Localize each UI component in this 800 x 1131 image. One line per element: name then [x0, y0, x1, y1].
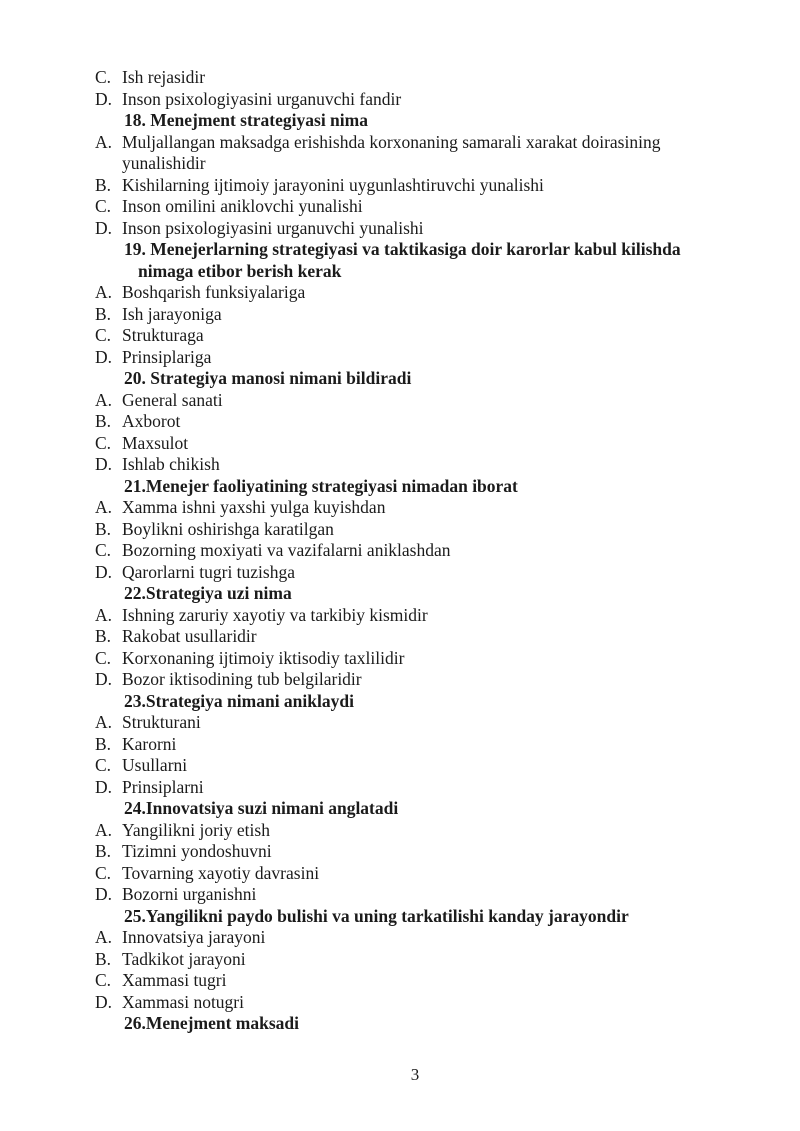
- option-letter: C.: [95, 325, 112, 345]
- question-title: 24.Innovatsiya suzi nimani anglatadi: [124, 798, 399, 818]
- answer-option: [95, 712, 735, 734]
- answer-option: [95, 734, 735, 756]
- option-letter: B.: [95, 733, 112, 754]
- option-text: Xamma ishni yaxshi yulga kuyishdan: [122, 497, 386, 517]
- option-letter: D.: [95, 346, 113, 367]
- option-text: Bozorni urganishni: [122, 884, 257, 904]
- option-letter: C.: [95, 755, 112, 775]
- option-letter: C.: [95, 970, 112, 990]
- option-letter: B.: [95, 518, 112, 539]
- option-text: Bozorning moxiyati va vazifalarni aniklashdan: [122, 540, 451, 560]
- option-letter: A.: [95, 131, 113, 152]
- answer-option: [95, 347, 735, 369]
- option-letter: C.: [95, 196, 112, 216]
- answer-option: [95, 562, 735, 584]
- option-text: Karorni: [122, 733, 177, 754]
- answer-option: [95, 282, 735, 304]
- option-letter: C.: [95, 432, 112, 453]
- question-title: 19. Menejerlarning strategiyasi va taktikasiga doir karorlar kabul kilishda nimaga etibor berish kerak: [124, 239, 681, 281]
- question-title: 20. Strategiya manosi nimani bildiradi: [124, 368, 412, 388]
- option-text: Tadkikot jarayoni: [122, 948, 246, 969]
- option-letter: D.: [95, 561, 113, 582]
- option-letter: D.: [95, 884, 113, 904]
- page-number: 3: [410, 1065, 420, 1084]
- answer-option: [95, 841, 735, 863]
- answer-option: [95, 196, 735, 218]
- option-letter: D.: [95, 776, 113, 797]
- option-text: Maxsulot: [122, 432, 189, 453]
- option-text: Kishilarning ijtimoiy jarayonini uygunlashtiruvchi yunalishi: [122, 174, 544, 195]
- answer-option: [95, 411, 735, 433]
- answer-option: [95, 325, 735, 347]
- option-letter: C.: [95, 67, 112, 87]
- option-text: Innovatsiya jarayoni: [122, 927, 266, 947]
- answer-option: [95, 884, 735, 906]
- quiz-content: [95, 67, 735, 1035]
- option-text: Muljallangan maksadga erishishda korxonaning samarali xarakat doirasining yunalishidir: [122, 131, 661, 173]
- option-letter: B.: [95, 948, 112, 969]
- option-text: Korxonaning ijtimoiy iktisodiy taxlilidir: [122, 647, 405, 668]
- option-text: Rakobat usullaridir: [122, 626, 257, 646]
- question-title: 18. Menejment strategiyasi nima: [124, 110, 368, 130]
- answer-option: [95, 89, 735, 111]
- answer-option: [95, 949, 735, 971]
- option-text: Ishning zaruriy xayotiy va tarkibiy kismidir: [122, 604, 428, 625]
- option-letter: B.: [95, 303, 112, 324]
- answer-option: [95, 218, 735, 240]
- answer-option: [95, 927, 735, 949]
- question-title: 25.Yangilikni paydo bulishi va uning tarkatilishi kanday jarayondir: [124, 905, 629, 926]
- option-text: Ishlab chikish: [122, 454, 220, 474]
- option-letter: D.: [95, 454, 113, 474]
- answer-option: [95, 390, 735, 412]
- option-text: Ish rejasidir: [122, 67, 206, 87]
- option-letter: C.: [95, 647, 112, 668]
- option-text: Boylikni oshirishga karatilgan: [122, 518, 334, 539]
- answer-option: [95, 304, 735, 326]
- option-letter: B.: [95, 626, 112, 646]
- option-text: Yangilikni joriy etish: [122, 819, 270, 840]
- option-letter: D.: [95, 991, 113, 1012]
- option-letter: C.: [95, 540, 112, 560]
- question-title: 21.Menejer faoliyatining strategiyasi nimadan iborat: [124, 475, 518, 496]
- question-title: 23.Strategiya nimani aniklaydi: [124, 690, 354, 711]
- option-letter: A.: [95, 712, 113, 732]
- answer-option: [95, 863, 735, 885]
- question-title: 26.Menejment maksadi: [124, 1013, 299, 1033]
- answer-option: [95, 777, 735, 799]
- page-footer: [95, 1064, 735, 1085]
- answer-option: [95, 540, 735, 562]
- option-text: Xammasi tugri: [122, 970, 227, 990]
- option-text: Inson psixologiyasini urganuvchi yunalishi: [122, 217, 424, 238]
- option-text: Tovarning xayotiy davrasini: [122, 862, 320, 883]
- option-text: Strukturaga: [122, 325, 204, 345]
- option-text: Usullarni: [122, 755, 188, 775]
- answer-option: [95, 497, 735, 519]
- option-text: Prinsiplariga: [122, 346, 212, 367]
- option-letter: A.: [95, 604, 113, 625]
- option-letter: A.: [95, 497, 113, 517]
- answer-option: [95, 820, 735, 842]
- question-title: 22.Strategiya uzi nima: [124, 583, 292, 603]
- answer-option: [95, 669, 735, 691]
- answer-option: [95, 970, 735, 992]
- option-text: General sanati: [122, 389, 223, 410]
- option-letter: A.: [95, 819, 113, 840]
- option-letter: B.: [95, 411, 112, 431]
- answer-option: [95, 626, 735, 648]
- option-text: Inson omilini aniklovchi yunalishi: [122, 196, 363, 216]
- option-letter: A.: [95, 389, 113, 410]
- option-text: Strukturani: [122, 712, 201, 732]
- option-text: Tizimni yondoshuvni: [122, 841, 272, 861]
- option-letter: A.: [95, 282, 113, 302]
- option-letter: D.: [95, 669, 113, 689]
- option-letter: B.: [95, 841, 112, 861]
- answer-option: [95, 648, 735, 670]
- option-letter: B.: [95, 174, 112, 195]
- answer-option: [95, 67, 735, 89]
- answer-option: [95, 175, 735, 197]
- option-letter: D.: [95, 217, 113, 238]
- answer-option: [95, 519, 735, 541]
- option-letter: D.: [95, 88, 113, 109]
- option-text: Axborot: [122, 411, 181, 431]
- option-text: Prinsiplarni: [122, 776, 204, 797]
- answer-option: [95, 132, 735, 175]
- option-text: Inson psixologiyasini urganuvchi fandir: [122, 88, 402, 109]
- answer-option: [95, 454, 735, 476]
- option-text: Bozor iktisodining tub belgilaridir: [122, 669, 362, 689]
- answer-option: [95, 605, 735, 627]
- answer-option: [95, 755, 735, 777]
- answer-option: [95, 992, 735, 1014]
- option-text: Ish jarayoniga: [122, 303, 222, 324]
- option-letter: A.: [95, 927, 113, 947]
- option-text: Qarorlarni tugri tuzishga: [122, 561, 296, 582]
- answer-option: [95, 433, 735, 455]
- option-text: Boshqarish funksiyalariga: [122, 282, 306, 302]
- option-text: Xammasi notugri: [122, 991, 244, 1012]
- option-letter: C.: [95, 862, 112, 883]
